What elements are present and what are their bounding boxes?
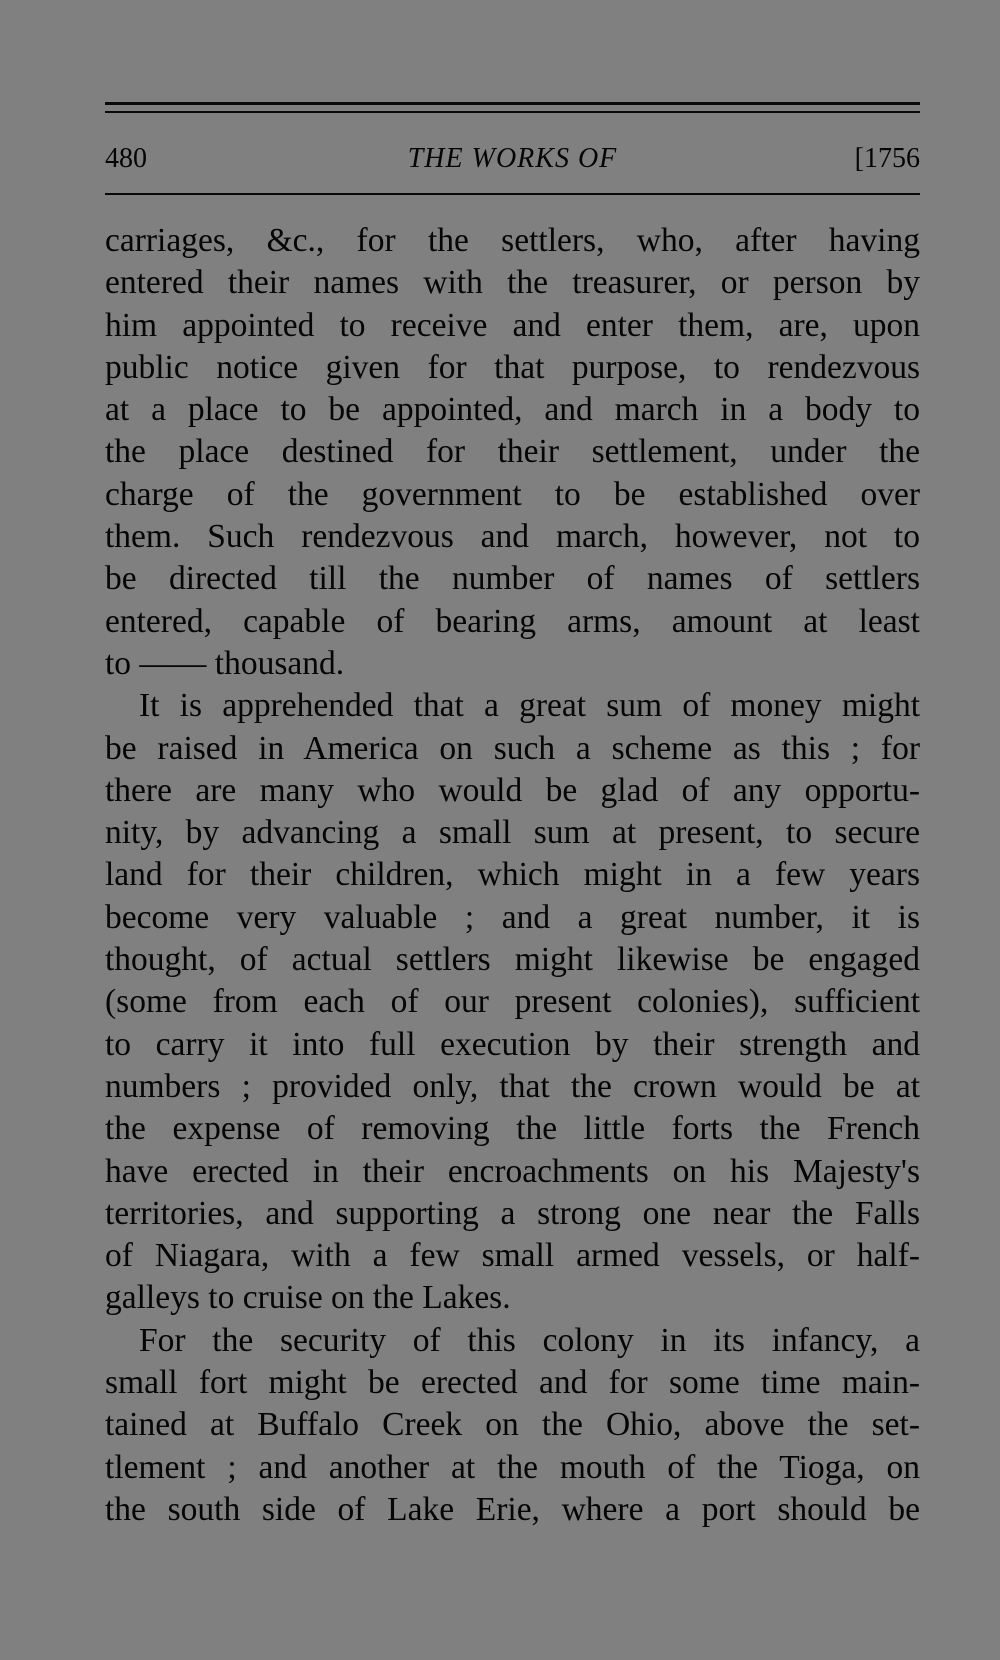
page-number: 480 — [105, 143, 147, 174]
text-line: tained at Buffalo Creek on the Ohio, above the set- — [105, 1406, 920, 1444]
text-line-paragraph-start: It is apprehended that a great sum of money might — [139, 687, 920, 725]
text-line: land for their children, which might in a few years — [105, 856, 920, 894]
text-line: have erected in their encroachments on his Majesty's — [105, 1152, 920, 1190]
text-line: be directed till the number of names of settlers — [105, 560, 920, 598]
text-line: public notice given for that purpose, to rendezvous — [105, 348, 920, 386]
text-line: (some from each of our present colonies), sufficient — [105, 983, 920, 1021]
text-line: him appointed to receive and enter them, are, upon — [105, 306, 920, 344]
header-rule — [105, 193, 920, 195]
text-line-paragraph-end: to —— thousand. — [105, 644, 345, 682]
text-line: them. Such rendezvous and march, however, not to — [105, 518, 920, 556]
text-line: nity, by advancing a small sum at present, to secure — [105, 814, 920, 852]
text-line: thought, of actual settlers might likewise be engaged — [105, 941, 920, 979]
text-line: charge of the government to be established over — [105, 475, 920, 513]
text-line: to carry it into full execution by their strength and — [105, 1025, 920, 1063]
text-line: carriages, &c., for the settlers, who, after having — [105, 222, 920, 259]
text-line: entered, capable of bearing arms, amount at least — [105, 602, 920, 640]
text-line: the south side of Lake Erie, where a port should be — [105, 1490, 920, 1528]
text-line: entered their names with the treasurer, or person by — [105, 264, 920, 302]
text-line-paragraph-end: galleys to cruise on the Lakes. — [105, 1279, 511, 1317]
text-line: the expense of removing the little forts the French — [105, 1110, 920, 1148]
text-line: the place destined for their settlement, under the — [105, 433, 920, 471]
header-year: [1756 — [854, 143, 920, 174]
header-double-rule-bottom — [105, 111, 920, 113]
text-line: territories, and supporting a strong one near the Falls — [105, 1194, 920, 1232]
text-line-paragraph-start: For the security of this colony in its infancy, a — [139, 1321, 920, 1359]
running-title: THE WORKS OF — [407, 143, 618, 174]
header-double-rule-top — [105, 102, 920, 105]
text-line: small fort might be erected and for some time main- — [105, 1364, 920, 1402]
text-line: there are many who would be glad of any opportu- — [105, 771, 920, 809]
text-line: tlement ; and another at the mouth of the Tioga, on — [105, 1448, 920, 1486]
text-line: be raised in America on such a scheme as this ; for — [105, 729, 920, 767]
text-line: become very valuable ; and a great number, it is — [105, 898, 920, 936]
text-line: numbers ; provided only, that the crown would be at — [105, 1067, 920, 1105]
body-text — [105, 220, 920, 1531]
text-line: of Niagara, with a few small armed vessels, or half- — [105, 1237, 920, 1275]
text-line: at a place to be appointed, and march in a body to — [105, 391, 920, 429]
running-header — [105, 137, 920, 181]
